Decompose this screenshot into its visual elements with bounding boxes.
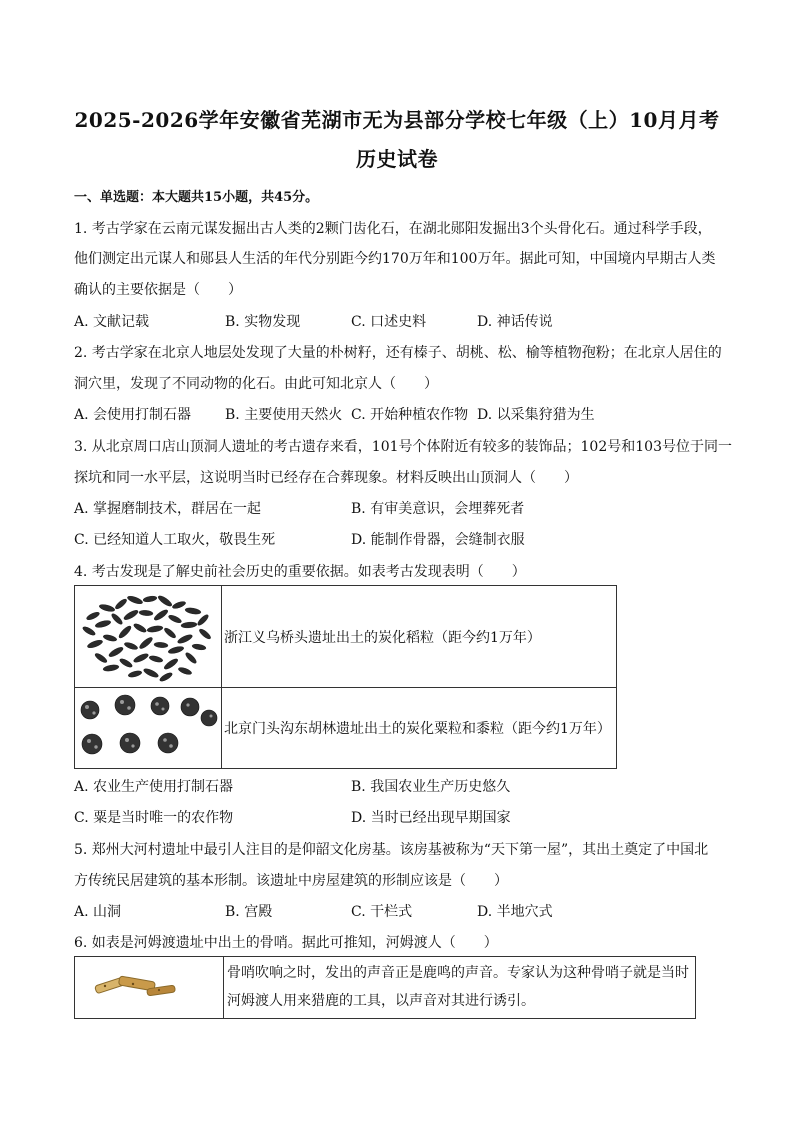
rice-description-cell	[222, 586, 617, 688]
bone-whistle-description-line-1: 骨哨吹响之时，发出的声音正是鹿鸣的声音。专家认为这种骨哨子就是当时	[227, 965, 689, 981]
rice-description: 浙江义乌桥头遗址出土的炭化稻粒（距今约1万年）	[224, 629, 541, 646]
q4-option-a: A. 农业生产使用打制石器	[74, 779, 234, 795]
q1-option-b: B. 实物发现	[225, 314, 301, 330]
q3-option-a: A. 掌握磨制技术，群居在一起	[74, 501, 262, 517]
q6-line-1: 6. 如表是河姆渡遗址中出土的骨哨。据此可推知，河姆渡人（ ）	[74, 935, 498, 951]
q2-option-c: C. 开始种植农作物	[351, 407, 469, 423]
bone-whistle-description-line-2: 河姆渡人用来猎鹿的工具，以声音对其进行诱引。	[227, 993, 535, 1009]
section-heading: 一、单选题：本大题共15小题，共45分。	[74, 190, 319, 205]
q4-line-1: 4. 考古发现是了解史前社会历史的重要依据。如表考古发现表明（ ）	[74, 564, 526, 580]
q1-line-2: 他们测定出元谋人和郧县人生活的年代分别距今约170万年和100万年。据此可知，中国境内早期古人类	[74, 251, 716, 267]
q5-line-2: 方传统民居建筑的基本形制。该遗址中房屋建筑的形制应该是（ ）	[74, 873, 508, 889]
q4-option-d: D. 当时已经出现早期国家	[351, 810, 511, 826]
bone-whistle-image-cell	[75, 957, 224, 1019]
exam-title-line1: 2025-2026学年安徽省芜湖市无为县部分学校七年级（上）10月月考	[74, 108, 720, 132]
q5-option-d: D. 半地穴式	[477, 904, 553, 920]
q5-option-a: A. 山洞	[74, 904, 122, 920]
q1-line-3: 确认的主要依据是（ ）	[74, 282, 242, 298]
millet-description: 北京门头沟东胡林遗址出土的炭化粟粒和黍粒（距今约1万年）	[224, 721, 611, 737]
bone-whistle-photo	[75, 957, 223, 1018]
q1-line-1: 1. 考古学家在云南元谋发掘出古人类的2颗门齿化石，在湖北郧阳发掘出3个头骨化石。通过科学手段，	[74, 221, 712, 237]
rice-image-cell	[75, 586, 222, 688]
q3-line-2: 探坑和同一水平层，这说明当时已经存在合葬现象。材料反映出山顶洞人（ ）	[74, 470, 578, 486]
q1-option-d: D. 神话传说	[477, 314, 553, 330]
bone-whistle-description-cell	[224, 957, 696, 1019]
q4-option-b: B. 我国农业生产历史悠久	[351, 779, 511, 795]
millet-image-cell	[75, 688, 222, 769]
q2-option-d: D. 以采集狩猎为生	[477, 407, 595, 423]
q2-line-2: 洞穴里，发现了不同动物的化石。由此可知北京人（ ）	[74, 376, 438, 392]
millet-description-cell	[222, 688, 617, 769]
q2-line-1: 2. 考古学家在北京人地层处发现了大量的朴树籽，还有榛子、胡桃、松、榆等植物孢粉；在北京人居住的	[74, 345, 722, 361]
exam-title-line2: 历史试卷	[356, 147, 438, 171]
charred-rice-grains-photo	[75, 586, 221, 687]
charred-millet-grains-photo	[75, 688, 221, 768]
q3-option-c: C. 已经知道人工取火，敬畏生死	[74, 532, 276, 548]
q3-option-d: D. 能制作骨器，会缝制衣服	[351, 532, 525, 548]
q4-table	[74, 585, 617, 769]
q1-option-a: A. 文献记载	[74, 314, 150, 330]
q6-table	[74, 956, 696, 1019]
q3-option-b: B. 有审美意识，会埋葬死者	[351, 501, 525, 517]
q5-line-1: 5. 郑州大河村遗址中最引人注目的是仰韶文化房基。该房基被称为“天下第一屋”，其出土奠定了中国北	[74, 842, 709, 858]
q5-option-b: B. 宫殿	[225, 904, 273, 920]
q2-option-b: B. 主要使用天然火	[225, 407, 343, 423]
q3-line-1: 3. 从北京周口店山顶洞人遗址的考古遗存来看，101号个体附近有较多的装饰品；102号和103号位于同一	[74, 439, 732, 455]
q4-option-c: C. 粟是当时唯一的农作物	[74, 810, 234, 826]
q5-option-c: C. 干栏式	[351, 904, 413, 920]
q1-option-c: C. 口述史料	[351, 314, 427, 330]
q2-option-a: A. 会使用打制石器	[74, 407, 192, 423]
